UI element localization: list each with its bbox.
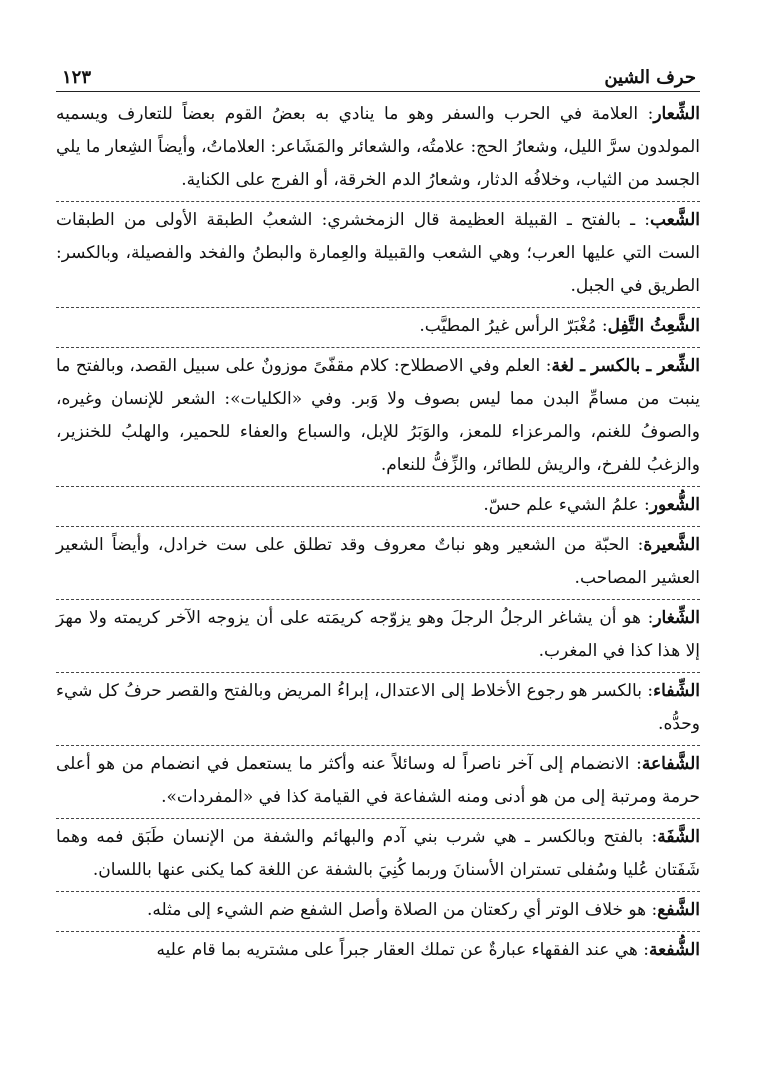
entry-text: : هو أن يشاغر الرجلُ الرجلَ وهو يزوّجه كريمَته على أن يزوجه الآخر كريمته ولا مهرَ إلا هذا كذا في المغرب. [56, 608, 700, 661]
entry-term: الشُّعور [649, 495, 700, 515]
header-rule [56, 91, 700, 92]
entry-text: : هو خلاف الوتر أي ركعتان من الصلاة وأصل الشفع ضم الشيء إلى مثله. [147, 900, 658, 920]
entry [56, 892, 700, 932]
page-header [62, 58, 696, 88]
entry [56, 673, 700, 746]
entry [56, 96, 700, 202]
entry-term: الشِّفاء [653, 681, 700, 701]
entry-term: الشِّعر ـ بالكسر ـ لغة [551, 356, 700, 376]
entry-term: الشَّفع [657, 900, 700, 920]
entry-term: الشَّعيرة [643, 535, 700, 555]
entry-term: الشَّعب [650, 210, 700, 230]
entry-text: : العلامة في الحرب والسفر وهو ما ينادي به بعضُ القوم بعضاً للتعارف ويسميه المولدون سرَّ الليل، وشعارُ الحج: علامتُه، والشعائر والمَشَاعر: العلاماتُ، وأيضاً الشِعار ما يلي الجسد من الثياب، وخلافُه الدثار، وشعارُ الدم الخرقة، أو الفرج على الكناية. [56, 104, 700, 190]
entry-text: : الانضمام إلى آخر ناصراً له وسائلاً عنه وأكثر ما يستعمل في انضمام من هو أعلى حرمة ومرتبة إلى من هو أدنى ومنه الشفاعة في القيامة كذا في «المفردات». [56, 754, 700, 807]
entry [56, 308, 700, 348]
entry-text: : مُغْبَرّ الرأس غيرُ المطيَّب. [419, 316, 608, 336]
entry-text: : الحبّة من الشعير وهو نباتٌ معروف وقد تطلق على ست خرادل، وأيضاً الشعير العشير المصاحب. [56, 535, 700, 588]
entry-text: : بالكسر هو رجوع الأخلاط إلى الاعتدال، إبراءُ المريض وبالفتح والقصر حرفُ كل شيء وحدُّه. [56, 681, 700, 734]
entry [56, 600, 700, 673]
entry-term: الشَّفاعة [641, 754, 700, 774]
entry [56, 819, 700, 892]
entry [56, 746, 700, 819]
entry-term: الشِّغار [653, 608, 700, 628]
entry [56, 348, 700, 487]
entry-text: : بالفتح وبالكسر ـ هي شرب بني آدم والبهائم والشفة من الإنسان طَبَق فمه وهما شَفَتان عُليا وسُفلى تستران الأسنانَ وربما كُنِيَ بالشفة عن اللغة كما يكنى عنها باللسان. [56, 827, 700, 880]
running-title: حرف الشين [604, 67, 696, 88]
page-number: ١٢٣ [62, 67, 92, 88]
entry-term: الشِّعار [653, 104, 700, 124]
entries-list [56, 96, 700, 971]
entry-text: : ـ بالفتح ـ القبيلة العظيمة قال الزمخشري: الشعبُ الطبقة الأولى من الطبقات الست التي عليها العرب؛ وهي الشعب والقبيلة والعِمارة والبطنُ والفخد والفصيلة، وبالكسر: الطريق في الجبل. [56, 210, 700, 296]
entry [56, 527, 700, 600]
entry-text: : العلم وفي الاصطلاح: كلام مقفّىً موزونٌ على سبيل القصد، وبالفتح ما ينبت من مسامِّ البدن مما ليس بصوف ولا وَبر. وفي «الكليات»: الشعر للإنسان وغيره، والصوفُ للغنم، والمرعزاء للمعز، والوَبَرُ للإبل، والسباع والعفاء للحمير، والهلبُ للخنزير، والزغبُ للفرخ، والريش للطائر، والزِّفُّ للنعام. [56, 356, 700, 475]
entry [56, 487, 700, 527]
entry-term: الشَّفَة [657, 827, 700, 847]
entry-text: : هي عند الفقهاء عبارةٌ عن تملك العقار جبراً على مشتريه بما قام عليه [156, 940, 650, 960]
entry [56, 202, 700, 308]
entry-text: : علمُ الشيء علم حسّ. [483, 495, 650, 515]
entry-term: الشَّعِثُ التَّفِل [607, 316, 700, 336]
entry [56, 932, 700, 971]
entry-term: الشُّفعة [649, 940, 700, 960]
